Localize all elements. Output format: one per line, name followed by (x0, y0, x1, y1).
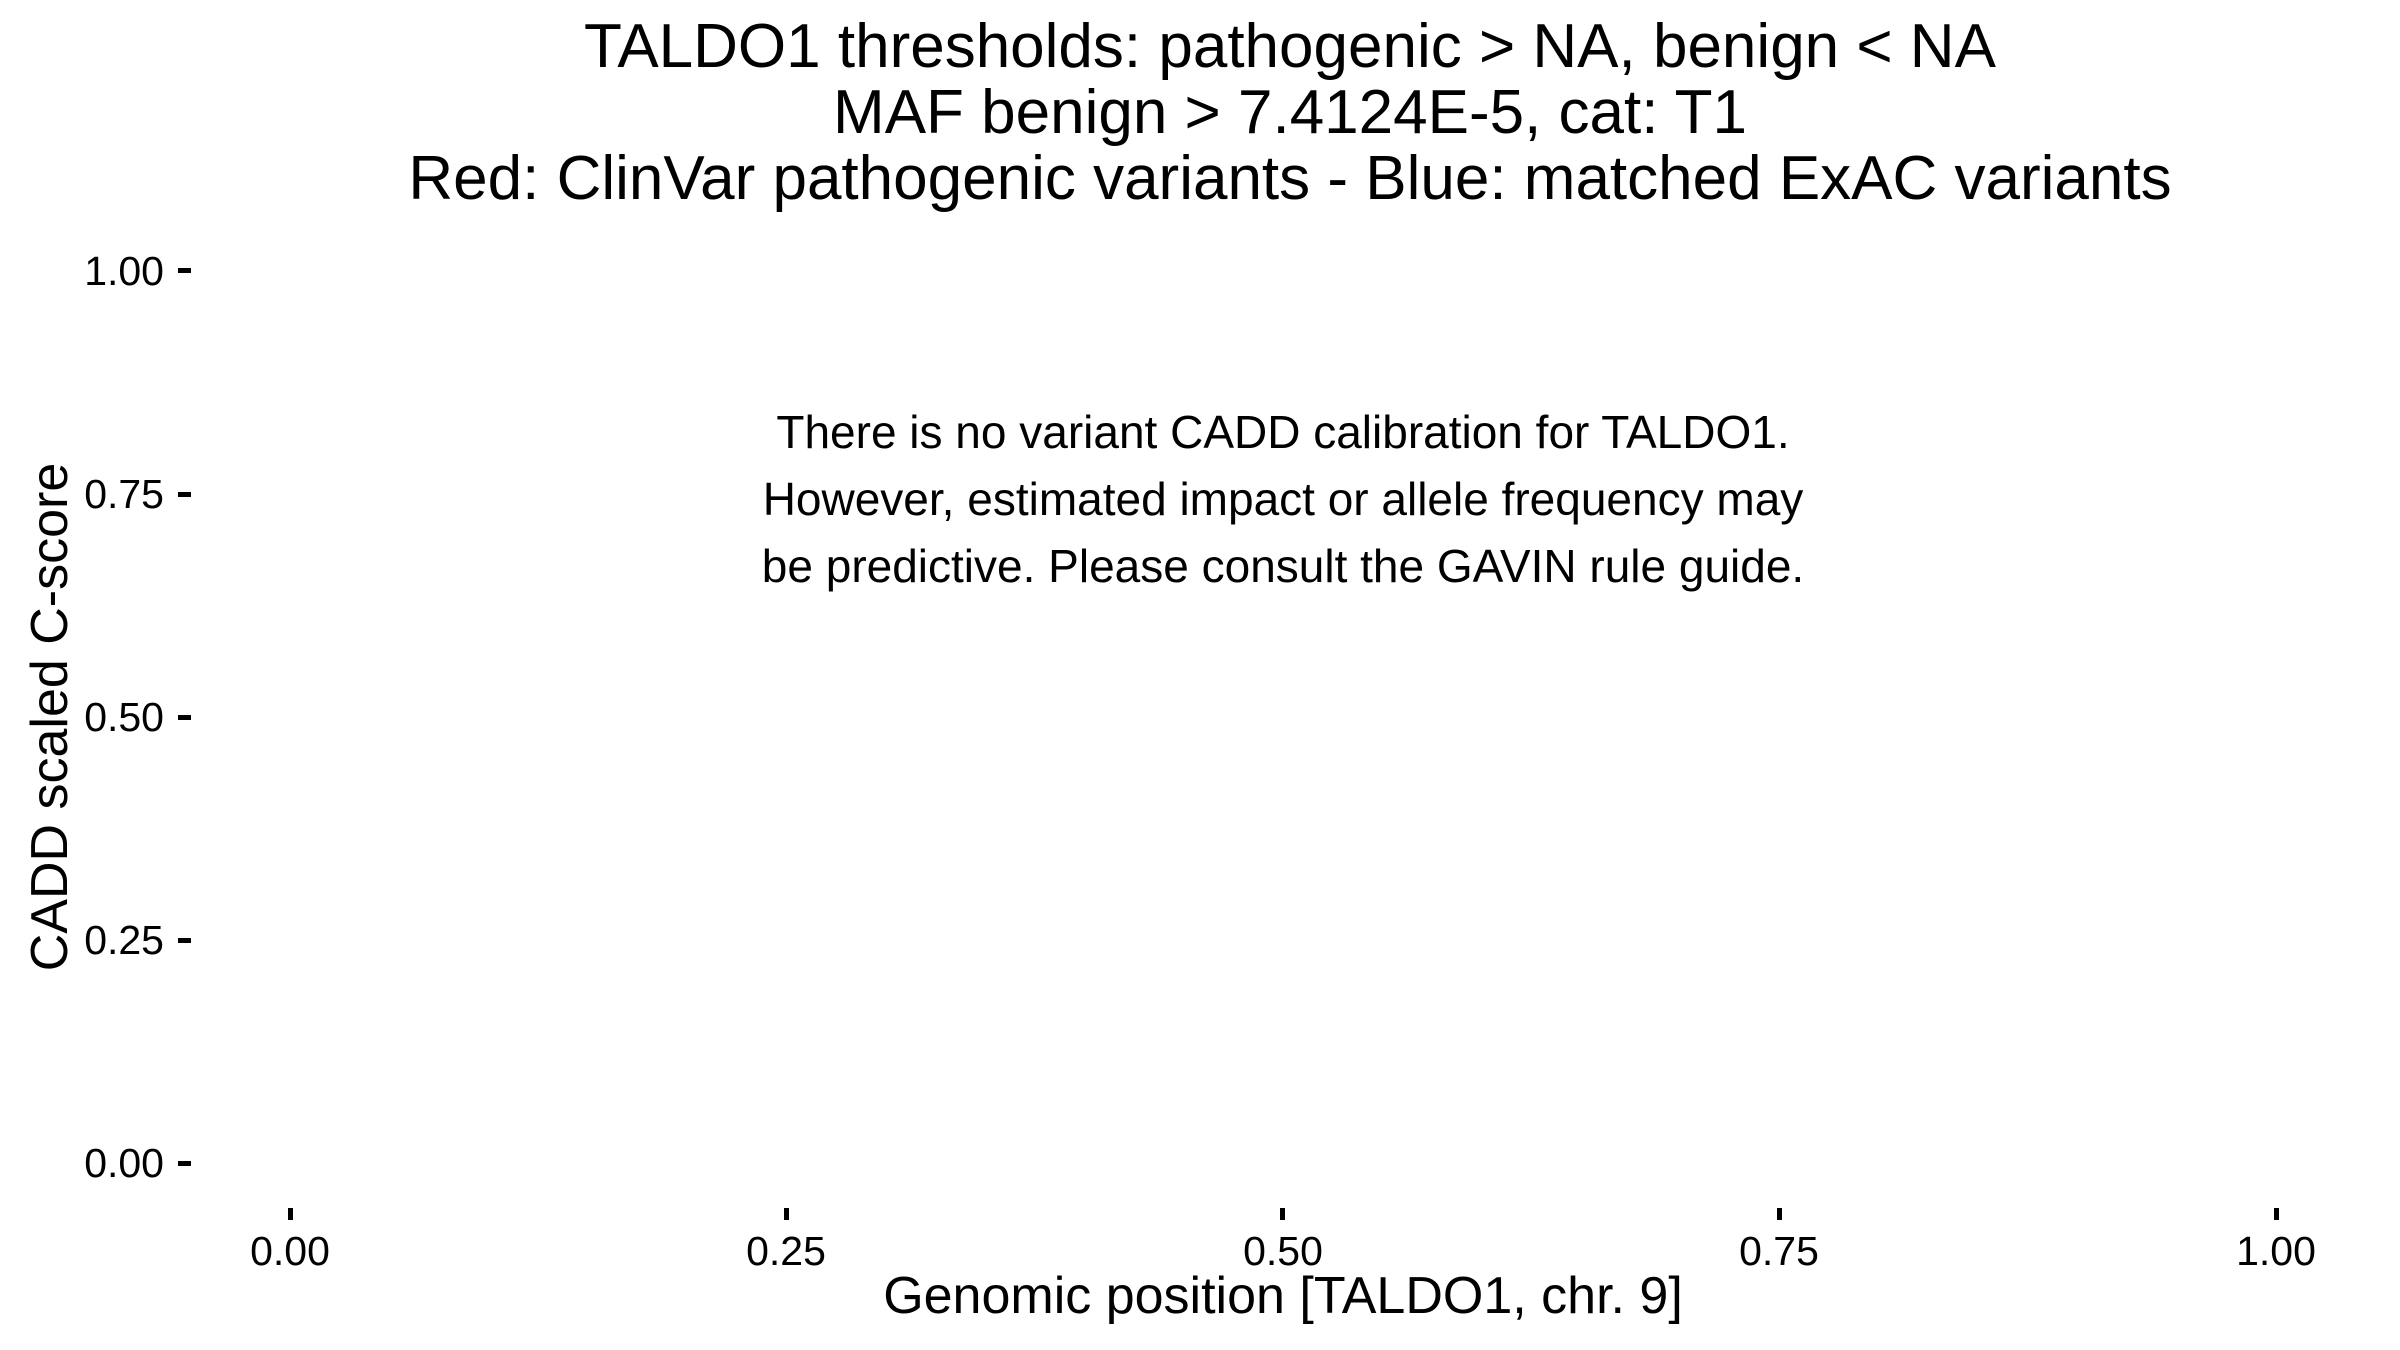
chart-title-line-1: TALDO1 thresholds: pathogenic > NA, benign < NA (584, 12, 1996, 81)
y-tick-label-0.25: 0.25 (84, 917, 164, 963)
y-tick-label-0.00: 0.00 (84, 1140, 164, 1186)
x-tick-label-0.25: 0.25 (746, 1228, 826, 1274)
y-tick-mark (178, 938, 191, 943)
y-tick-label-1.00: 1.00 (84, 248, 164, 294)
y-tick-mark (178, 715, 191, 720)
x-tick-label-1.00: 1.00 (2236, 1228, 2316, 1274)
x-tick-label-0.00: 0.00 (250, 1228, 330, 1274)
x-tick-label-0.50: 0.50 (1243, 1228, 1323, 1274)
y-tick-mark (178, 1161, 191, 1166)
chart-title-line-2: MAF benign > 7.4124E-5, cat: T1 (833, 78, 1747, 147)
x-tick-mark (288, 1208, 293, 1220)
chart-title (190, 14, 2390, 212)
plot-annotation (183, 399, 2383, 600)
y-tick-label-0.50: 0.50 (84, 694, 164, 740)
y-tick-mark (178, 268, 191, 273)
x-tick-mark (1280, 1208, 1285, 1220)
chart-title-line-3: Red: ClinVar pathogenic variants - Blue: matched ExAC variants (408, 144, 2172, 213)
x-tick-label-0.75: 0.75 (1739, 1228, 1819, 1274)
x-tick-mark (1777, 1208, 1782, 1220)
x-tick-mark (2274, 1208, 2279, 1220)
x-tick-mark (784, 1208, 789, 1220)
plot-annotation-line-2: However, estimated impact or allele frequency may (762, 473, 1804, 525)
y-tick-label-0.75: 0.75 (84, 471, 164, 517)
x-axis-title: Genomic position [TALDO1, chr. 9] (883, 1267, 1683, 1325)
plot-annotation-line-3: be predictive. Please consult the GAVIN rule guide. (761, 540, 1805, 592)
plot-annotation-line-1: There is no variant CADD calibration for TALDO1. (776, 406, 1790, 458)
y-axis-title: CADD scaled C-score (21, 462, 79, 972)
